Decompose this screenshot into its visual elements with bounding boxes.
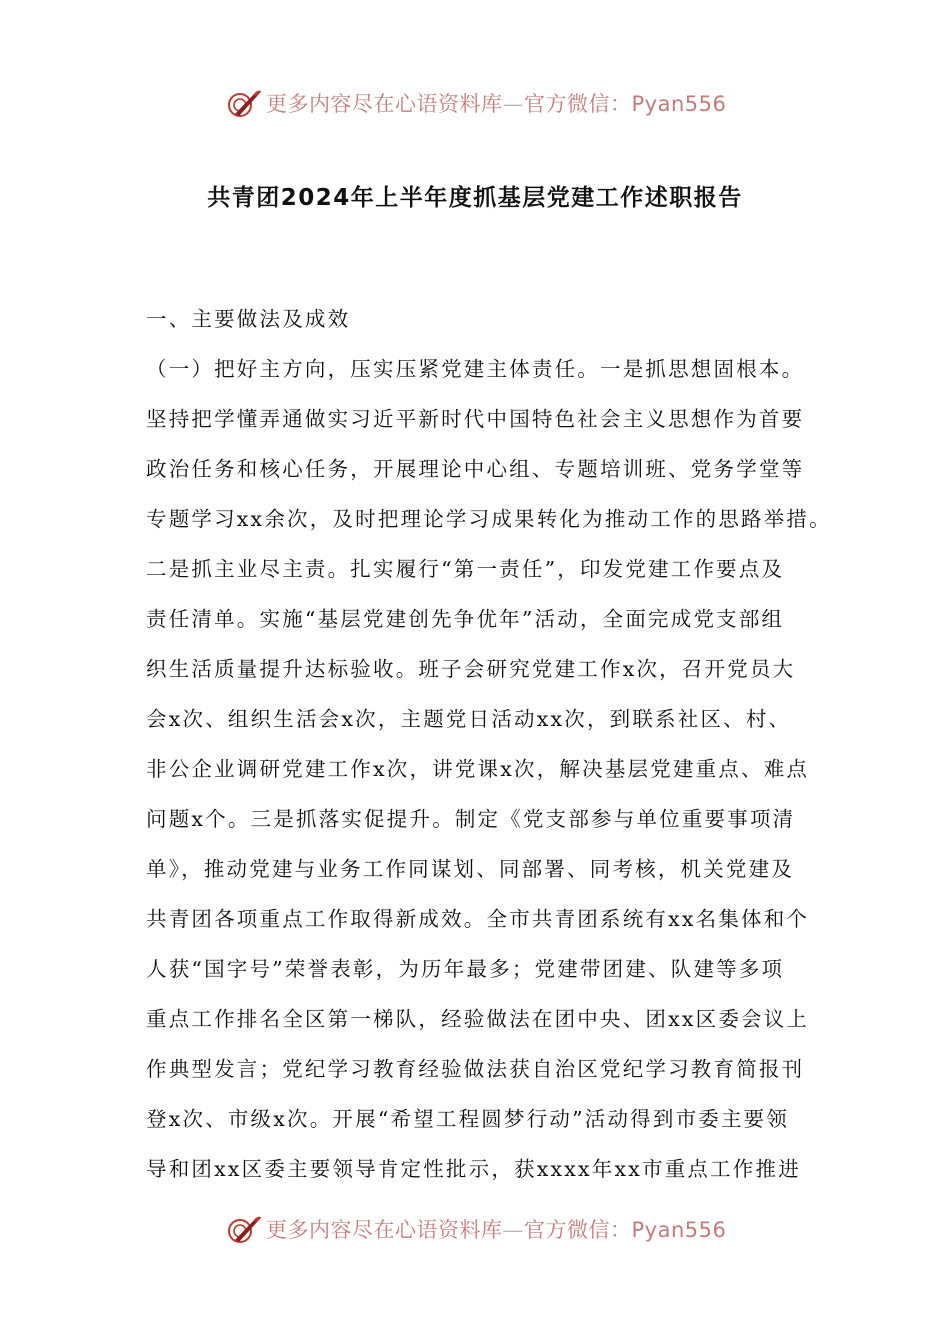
- watermark-text: [266, 1216, 726, 1244]
- body-line: 专题学习xx余次，及时把理论学习成果转化为推动工作的思路举措。: [146, 507, 832, 531]
- body-line: 导和团xx区委主要领导肯定性批示，获xxxx年xx市重点工作推进: [146, 1157, 801, 1181]
- watermark-wechat-id: Pyan556: [631, 92, 727, 116]
- body-line: 重点工作排名全区第一梯队，经验做法在团中央、团xx区委会议上: [146, 1007, 810, 1031]
- watermark-separator: —: [502, 92, 524, 116]
- body-line: 问题x个。三是抓落实促提升。制定《党支部参与单位重要事项清: [146, 807, 796, 831]
- body-line: 二是抓主业尽主责。扎实履行“第一责任”，印发党建工作要点及: [146, 557, 785, 581]
- body-line: （一）把好主方向，压实压紧党建主体责任。一是抓思想固根本。: [146, 357, 805, 381]
- quill-seal-icon: [226, 1214, 262, 1246]
- document-title: 共青团2024年上半年度抓基层党建工作述职报告: [207, 185, 743, 211]
- body-line: 织生活质量提升达标验收。班子会研究党建工作x次，召开党员大: [146, 657, 796, 681]
- watermark-contact: 官方微信：: [524, 92, 632, 116]
- watermark-header: [0, 84, 950, 124]
- watermark-main: 更多内容尽在心语资料库: [266, 92, 503, 116]
- document-body: [146, 294, 832, 1194]
- body-line: 责任清单。实施“基层党建创先争优年”活动，全面完成党支部组: [146, 607, 785, 631]
- quill-seal-icon: [226, 88, 262, 120]
- watermark-contact: 官方微信：: [524, 1218, 632, 1242]
- watermark-main: 更多内容尽在心语资料库: [266, 1218, 503, 1242]
- watermark-footer: [0, 1210, 950, 1250]
- body-line: 政治任务和核心任务，开展理论中心组、专题培训班、党务学堂等: [146, 457, 805, 481]
- body-line: 共青团各项重点工作取得新成效。全市共青团系统有xx名集体和个: [146, 907, 810, 931]
- watermark-separator: —: [502, 1218, 524, 1242]
- body-line: 单》，推动党建与业务工作同谋划、同部署、同考核，机关党建及: [146, 857, 795, 881]
- watermark-text: [266, 90, 726, 118]
- body-line: 人获“国字号”荣誉表彰，为历年最多；党建带团建、队建等多项: [146, 957, 785, 981]
- watermark-wechat-id: Pyan556: [631, 1218, 727, 1242]
- body-line: 坚持把学懂弄通做实习近平新时代中国特色社会主义思想作为首要: [146, 407, 805, 431]
- section-heading: 一、主要做法及成效: [146, 307, 351, 331]
- body-line: 登x次、市级x次。开展“希望工程圆梦行动”活动得到市委主要领: [146, 1107, 790, 1131]
- body-line: 非公企业调研党建工作x次，讲党课x次，解决基层党建重点、难点: [146, 757, 810, 781]
- body-line: 作典型发言；党纪学习教育经验做法获自治区党纪学习教育简报刊: [146, 1057, 805, 1081]
- body-line: 会x次、组织生活会x次，主题党日活动xx次，到联系社区、村、: [146, 707, 792, 731]
